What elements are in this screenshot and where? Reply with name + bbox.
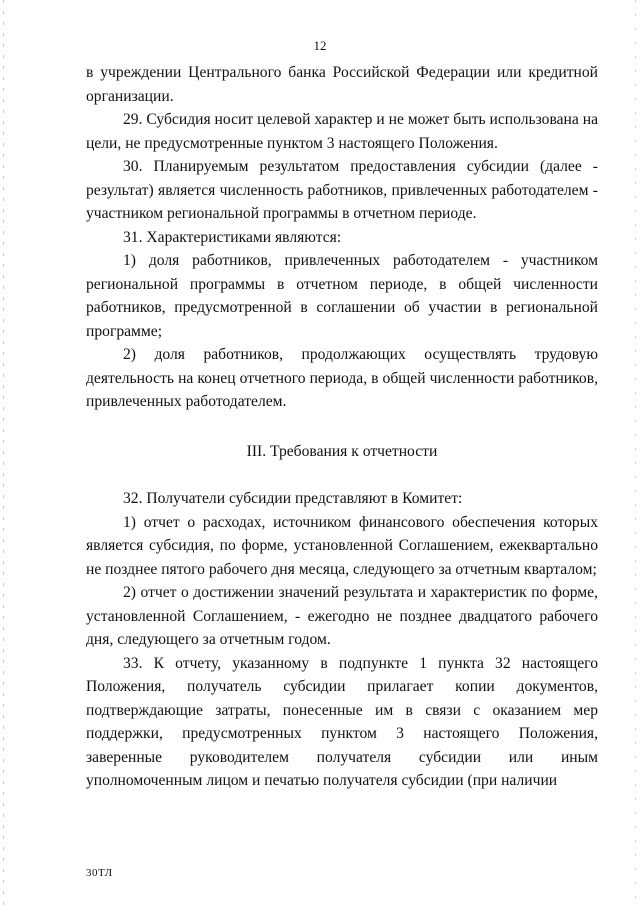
footer-code: 30ТЛ <box>86 867 113 879</box>
paragraph-30: 30. Планируемым результатом предоставления субсидии (далее - результат) является численность работников, привлеченных работодателем - участником региональной программы в отчетном периоде. <box>86 158 598 222</box>
paragraph-33: 33. К отчету, указанному в подпункте 1 пункта 32 настоящего Положения, получатель субсидии прилагает копии документов, подтверждающие затраты, понесенные им в связи с оказанием мер поддержки, предусмотренных пунктом 3 настоящего Положения, заверенные руководителем получателя субсидии или иным уполномоченным лицом и печатью получателя субсидии (при наличии <box>86 654 598 789</box>
paragraph-29: 29. Субсидия носит целевой характер и не может быть использована на цели, не предусмотренные пунктом 3 настоящего Положения. <box>86 111 598 152</box>
paragraph-32-item-1: 1) отчет о расходах, источником финансового обеспечения которых является субсидия, по форме, установленной Соглашением, ежеквартально не позднее пятого рабочего дня месяца, следующего за отчетным кварталом; <box>86 513 598 578</box>
section-heading: III. Требования к отчетности <box>246 442 438 460</box>
page-number: 12 <box>313 38 327 53</box>
paragraph-31-item-1: 1) доля работников, привлеченных работодателем - участником региональной программы в отчетном периоде, в общей численности работников, предусмотренной в соглашении об участии в региональной программе; <box>86 252 598 340</box>
paragraph-continuation: в учреждении Центрального банка Российской Федерации или кредитной организации. <box>86 64 598 105</box>
document-body <box>86 61 598 793</box>
scan-edge-right <box>635 0 636 905</box>
paragraph-32-item-2: 2) отчет о достижении значений результата и характеристик по форме, установленной Соглашением, - ежегодно не позднее двадцатого рабочего дня, следующего за отчетным годом. <box>86 584 598 648</box>
paragraph-31-item-2: 2) доля работников, продолжающих осуществлять трудовую деятельность на конец отчетного периода, в общей численности работников, привлеченных работодателем. <box>86 346 598 410</box>
paragraph-31: 31. Характеристиками являются: <box>123 228 342 246</box>
scan-edge-left <box>3 0 4 905</box>
paragraph-32: 32. Получатели субсидии представляют в Комитет: <box>123 490 463 507</box>
